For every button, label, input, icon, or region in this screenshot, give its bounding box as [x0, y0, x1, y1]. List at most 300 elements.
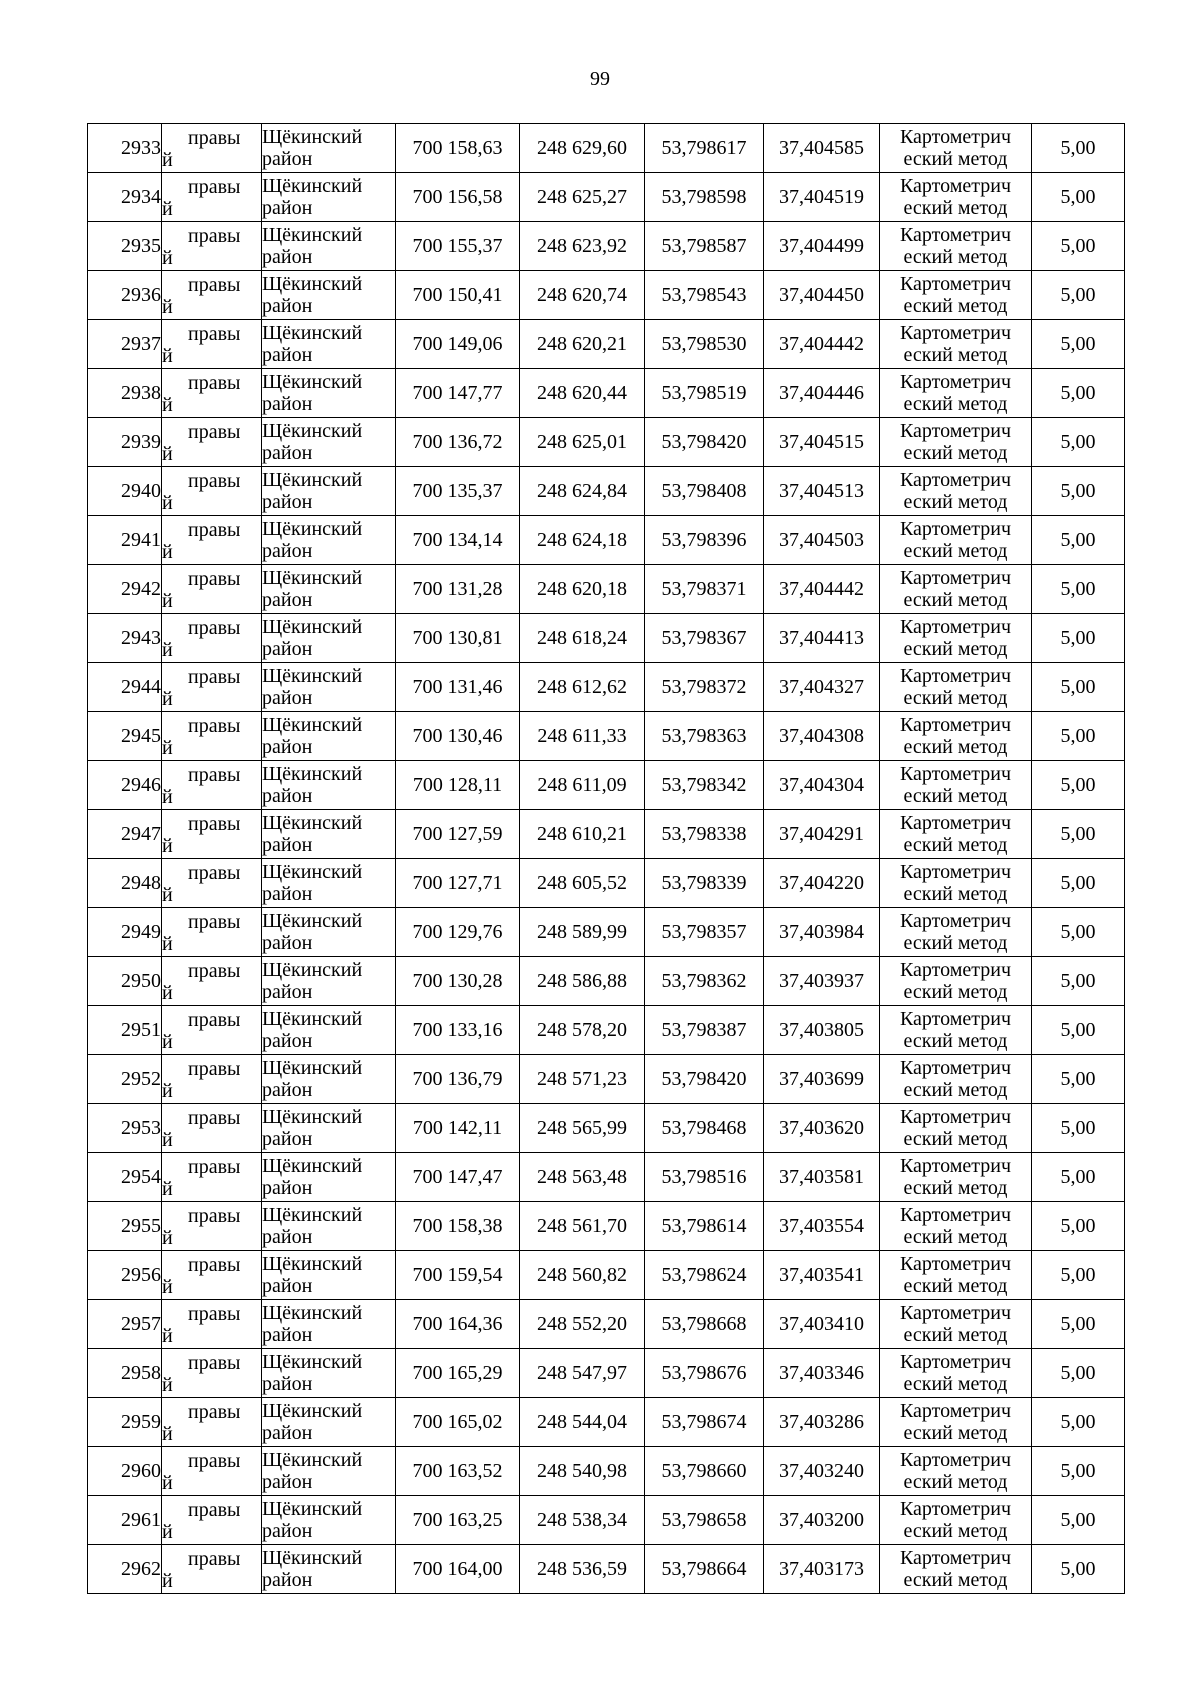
method-line1: Картометрич: [899, 763, 1012, 785]
accuracy: 5,00: [1032, 369, 1125, 418]
bank-side: [162, 565, 262, 614]
point-number: 2939: [88, 418, 162, 467]
district-line1: Щёкинский: [262, 567, 363, 589]
latitude: 53,798363: [645, 712, 764, 761]
accuracy: 5,00: [1032, 810, 1125, 859]
latitude: 53,798516: [645, 1153, 764, 1202]
point-number: 2938: [88, 369, 162, 418]
coord-y: 248 586,88: [520, 957, 645, 1006]
point-number: 2957: [88, 1300, 162, 1349]
latitude: 53,798362: [645, 957, 764, 1006]
district: [262, 1055, 396, 1104]
bank-side-line1: правы: [188, 764, 241, 786]
method-line1: Картометрич: [899, 1400, 1012, 1422]
bank-side-line1: правы: [188, 323, 241, 345]
district: [262, 173, 396, 222]
method-line1: Картометрич: [899, 1498, 1012, 1520]
coord-y: 248 620,44: [520, 369, 645, 418]
latitude: 53,798674: [645, 1398, 764, 1447]
district-line1: Щёкинский: [262, 1498, 363, 1520]
method-line1: Картометрич: [899, 518, 1012, 540]
district-line1: Щёкинский: [262, 273, 363, 295]
district: [262, 1153, 396, 1202]
latitude: 53,798342: [645, 761, 764, 810]
accuracy: 5,00: [1032, 1202, 1125, 1251]
method-line2: еский метод: [903, 540, 1008, 562]
table-row: [88, 810, 1125, 859]
longitude: 37,403286: [764, 1398, 880, 1447]
district-line2: район: [262, 1471, 313, 1493]
bank-side-line1: правы: [188, 960, 241, 982]
method-line1: Картометрич: [899, 714, 1012, 736]
coord-y: 248 547,97: [520, 1349, 645, 1398]
bank-side-line2: й: [162, 541, 173, 563]
longitude: 37,403410: [764, 1300, 880, 1349]
method: [880, 467, 1032, 516]
bank-side: [162, 222, 262, 271]
bank-side-line2: й: [162, 394, 173, 416]
bank-side-line1: правы: [188, 617, 241, 639]
bank-side-line2: й: [162, 982, 173, 1004]
district-line1: Щёкинский: [262, 763, 363, 785]
method: [880, 271, 1032, 320]
method: [880, 418, 1032, 467]
coord-x: 700 164,00: [396, 1545, 520, 1594]
method-line2: еский метод: [903, 1373, 1008, 1395]
coord-x: 700 128,11: [396, 761, 520, 810]
latitude: 53,798668: [645, 1300, 764, 1349]
bank-side-line1: правы: [188, 372, 241, 394]
bank-side: [162, 1496, 262, 1545]
bank-side-line1: правы: [188, 1450, 241, 1472]
table-row: [88, 565, 1125, 614]
district: [262, 1104, 396, 1153]
bank-side-line1: правы: [188, 1058, 241, 1080]
coord-x: 700 165,29: [396, 1349, 520, 1398]
district-line1: Щёкинский: [262, 126, 363, 148]
method-line2: еский метод: [903, 1569, 1008, 1591]
method-line1: Картометрич: [899, 1351, 1012, 1373]
method-line1: Картометрич: [899, 126, 1012, 148]
method: [880, 1349, 1032, 1398]
method: [880, 1496, 1032, 1545]
table-row: [88, 1055, 1125, 1104]
longitude: 37,404308: [764, 712, 880, 761]
coord-y: 248 611,09: [520, 761, 645, 810]
longitude: 37,403937: [764, 957, 880, 1006]
method-line1: Картометрич: [899, 1302, 1012, 1324]
method: [880, 565, 1032, 614]
district-line1: Щёкинский: [262, 1106, 363, 1128]
method-line2: еский метод: [903, 981, 1008, 1003]
method: [880, 173, 1032, 222]
district-line2: район: [262, 344, 313, 366]
method: [880, 1104, 1032, 1153]
district-line1: Щёкинский: [262, 910, 363, 932]
coordinates-table: [87, 123, 1125, 1594]
district-line1: Щёкинский: [262, 665, 363, 687]
bank-side-line2: й: [162, 1570, 173, 1592]
bank-side-line2: й: [162, 1129, 173, 1151]
district: [262, 712, 396, 761]
accuracy: 5,00: [1032, 1496, 1125, 1545]
bank-side-line2: й: [162, 1080, 173, 1102]
longitude: 37,403805: [764, 1006, 880, 1055]
bank-side-line1: правы: [188, 1254, 241, 1276]
method: [880, 957, 1032, 1006]
bank-side-line1: правы: [188, 1401, 241, 1423]
table-row: [88, 1300, 1125, 1349]
latitude: 53,798658: [645, 1496, 764, 1545]
accuracy: 5,00: [1032, 1153, 1125, 1202]
method-line1: Картометрич: [899, 1449, 1012, 1471]
method: [880, 859, 1032, 908]
district: [262, 1496, 396, 1545]
coord-x: 700 130,81: [396, 614, 520, 663]
accuracy: 5,00: [1032, 712, 1125, 761]
bank-side: [162, 1251, 262, 1300]
coord-y: 248 620,18: [520, 565, 645, 614]
coord-y: 248 552,20: [520, 1300, 645, 1349]
district-line2: район: [262, 736, 313, 758]
coord-y: 248 560,82: [520, 1251, 645, 1300]
longitude: 37,404450: [764, 271, 880, 320]
accuracy: 5,00: [1032, 957, 1125, 1006]
district: [262, 761, 396, 810]
table-row: [88, 1398, 1125, 1447]
coord-y: 248 629,60: [520, 124, 645, 173]
bank-side-line2: й: [162, 1374, 173, 1396]
point-number: 2958: [88, 1349, 162, 1398]
method-line2: еский метод: [903, 1128, 1008, 1150]
district-line2: район: [262, 295, 313, 317]
table-row: [88, 1006, 1125, 1055]
table-row: [88, 1202, 1125, 1251]
method: [880, 1202, 1032, 1251]
method-line2: еский метод: [903, 148, 1008, 170]
latitude: 53,798339: [645, 859, 764, 908]
accuracy: 5,00: [1032, 908, 1125, 957]
district-line2: район: [262, 1373, 313, 1395]
method: [880, 1545, 1032, 1594]
coord-y: 248 561,70: [520, 1202, 645, 1251]
point-number: 2935: [88, 222, 162, 271]
bank-side-line1: правы: [188, 813, 241, 835]
method-line1: Картометрич: [899, 959, 1012, 981]
method-line2: еский метод: [903, 687, 1008, 709]
table-row: [88, 761, 1125, 810]
bank-side: [162, 712, 262, 761]
method-line1: Картометрич: [899, 371, 1012, 393]
method-line1: Картометрич: [899, 812, 1012, 834]
coord-y: 248 620,21: [520, 320, 645, 369]
method: [880, 712, 1032, 761]
district-line1: Щёкинский: [262, 1400, 363, 1422]
district-line2: район: [262, 687, 313, 709]
district-line2: район: [262, 1422, 313, 1444]
table-row: [88, 320, 1125, 369]
method: [880, 320, 1032, 369]
latitude: 53,798617: [645, 124, 764, 173]
accuracy: 5,00: [1032, 1349, 1125, 1398]
method-line2: еский метод: [903, 1030, 1008, 1052]
bank-side-line1: правы: [188, 1548, 241, 1570]
district-line1: Щёкинский: [262, 1253, 363, 1275]
accuracy: 5,00: [1032, 565, 1125, 614]
district-line2: район: [262, 246, 313, 268]
coord-y: 248 589,99: [520, 908, 645, 957]
point-number: 2937: [88, 320, 162, 369]
method: [880, 222, 1032, 271]
method-line2: еский метод: [903, 344, 1008, 366]
method-line1: Картометрич: [899, 1547, 1012, 1569]
table-row: [88, 957, 1125, 1006]
method: [880, 516, 1032, 565]
district: [262, 1202, 396, 1251]
district-line1: Щёкинский: [262, 959, 363, 981]
coord-x: 700 136,79: [396, 1055, 520, 1104]
coord-y: 248 540,98: [520, 1447, 645, 1496]
latitude: 53,798598: [645, 173, 764, 222]
method: [880, 810, 1032, 859]
table-row: [88, 124, 1125, 173]
coord-y: 248 618,24: [520, 614, 645, 663]
district-line2: район: [262, 1324, 313, 1346]
bank-side-line2: й: [162, 688, 173, 710]
bank-side-line2: й: [162, 1472, 173, 1494]
coord-x: 700 163,52: [396, 1447, 520, 1496]
method-line2: еский метод: [903, 1177, 1008, 1199]
longitude: 37,404413: [764, 614, 880, 663]
bank-side-line2: й: [162, 443, 173, 465]
latitude: 53,798420: [645, 1055, 764, 1104]
district-line1: Щёкинский: [262, 175, 363, 197]
longitude: 37,404585: [764, 124, 880, 173]
accuracy: 5,00: [1032, 222, 1125, 271]
bank-side-line2: й: [162, 835, 173, 857]
longitude: 37,404442: [764, 320, 880, 369]
bank-side: [162, 124, 262, 173]
bank-side-line1: правы: [188, 1352, 241, 1374]
table-row: [88, 908, 1125, 957]
method-line1: Картометрич: [899, 1106, 1012, 1128]
latitude: 53,798624: [645, 1251, 764, 1300]
accuracy: 5,00: [1032, 1398, 1125, 1447]
district-line2: район: [262, 1128, 313, 1150]
bank-side-line1: правы: [188, 421, 241, 443]
bank-side-line1: правы: [188, 470, 241, 492]
point-number: 2959: [88, 1398, 162, 1447]
coord-x: 700 133,16: [396, 1006, 520, 1055]
longitude: 37,403984: [764, 908, 880, 957]
bank-side-line1: правы: [188, 666, 241, 688]
longitude: 37,403541: [764, 1251, 880, 1300]
table-body: [88, 124, 1125, 1594]
district: [262, 663, 396, 712]
district: [262, 124, 396, 173]
district-line2: район: [262, 442, 313, 464]
method-line2: еский метод: [903, 883, 1008, 905]
district: [262, 222, 396, 271]
accuracy: 5,00: [1032, 320, 1125, 369]
coord-x: 700 130,46: [396, 712, 520, 761]
point-number: 2948: [88, 859, 162, 908]
bank-side: [162, 957, 262, 1006]
bank-side-line2: й: [162, 737, 173, 759]
accuracy: 5,00: [1032, 173, 1125, 222]
coord-x: 700 159,54: [396, 1251, 520, 1300]
latitude: 53,798371: [645, 565, 764, 614]
latitude: 53,798676: [645, 1349, 764, 1398]
method: [880, 761, 1032, 810]
bank-side: [162, 1104, 262, 1153]
bank-side-line1: правы: [188, 715, 241, 737]
table-row: [88, 222, 1125, 271]
bank-side: [162, 810, 262, 859]
table-row: [88, 1496, 1125, 1545]
longitude: 37,403346: [764, 1349, 880, 1398]
point-number: 2962: [88, 1545, 162, 1594]
table-row: [88, 369, 1125, 418]
district-line2: район: [262, 1030, 313, 1052]
district-line1: Щёкинский: [262, 714, 363, 736]
coord-y: 248 536,59: [520, 1545, 645, 1594]
coord-x: 700 127,59: [396, 810, 520, 859]
coord-y: 248 605,52: [520, 859, 645, 908]
bank-side: [162, 614, 262, 663]
method: [880, 908, 1032, 957]
bank-side-line2: й: [162, 149, 173, 171]
bank-side-line2: й: [162, 1178, 173, 1200]
latitude: 53,798408: [645, 467, 764, 516]
latitude: 53,798387: [645, 1006, 764, 1055]
district-line2: район: [262, 1226, 313, 1248]
method: [880, 1398, 1032, 1447]
bank-side-line1: правы: [188, 568, 241, 590]
coord-y: 248 565,99: [520, 1104, 645, 1153]
longitude: 37,403620: [764, 1104, 880, 1153]
coord-x: 700 136,72: [396, 418, 520, 467]
accuracy: 5,00: [1032, 859, 1125, 908]
district-line1: Щёкинский: [262, 224, 363, 246]
district: [262, 369, 396, 418]
method-line1: Картометрич: [899, 224, 1012, 246]
bank-side-line1: правы: [188, 225, 241, 247]
page-number: 99: [590, 68, 610, 90]
point-number: 2960: [88, 1447, 162, 1496]
bank-side-line2: й: [162, 639, 173, 661]
latitude: 53,798338: [645, 810, 764, 859]
latitude: 53,798357: [645, 908, 764, 957]
district-line1: Щёкинский: [262, 518, 363, 540]
district-line1: Щёкинский: [262, 322, 363, 344]
bank-side: [162, 761, 262, 810]
latitude: 53,798396: [645, 516, 764, 565]
method-line2: еский метод: [903, 1226, 1008, 1248]
bank-side-line2: й: [162, 1325, 173, 1347]
method-line2: еский метод: [903, 834, 1008, 856]
district-line2: район: [262, 638, 313, 660]
coord-x: 700 156,58: [396, 173, 520, 222]
latitude: 53,798519: [645, 369, 764, 418]
district-line1: Щёкинский: [262, 1008, 363, 1030]
coord-y: 248 611,33: [520, 712, 645, 761]
point-number: 2955: [88, 1202, 162, 1251]
district: [262, 908, 396, 957]
coord-y: 248 563,48: [520, 1153, 645, 1202]
accuracy: 5,00: [1032, 1055, 1125, 1104]
point-number: 2947: [88, 810, 162, 859]
method-line2: еский метод: [903, 1324, 1008, 1346]
coord-x: 700 158,38: [396, 1202, 520, 1251]
point-number: 2952: [88, 1055, 162, 1104]
district: [262, 859, 396, 908]
method-line2: еский метод: [903, 736, 1008, 758]
district-line1: Щёкинский: [262, 1155, 363, 1177]
method: [880, 1300, 1032, 1349]
method: [880, 1447, 1032, 1496]
method-line1: Картометрич: [899, 1057, 1012, 1079]
longitude: 37,403200: [764, 1496, 880, 1545]
district-line1: Щёкинский: [262, 1547, 363, 1569]
district-line2: район: [262, 1275, 313, 1297]
bank-side-line1: правы: [188, 519, 241, 541]
district-line1: Щёкинский: [262, 420, 363, 442]
bank-side-line1: правы: [188, 1205, 241, 1227]
method-line2: еский метод: [903, 785, 1008, 807]
method-line1: Картометрич: [899, 420, 1012, 442]
method-line2: еский метод: [903, 442, 1008, 464]
table-row: [88, 1545, 1125, 1594]
longitude: 37,404513: [764, 467, 880, 516]
bank-side-line2: й: [162, 786, 173, 808]
bank-side: [162, 663, 262, 712]
district-line2: район: [262, 589, 313, 611]
district-line2: район: [262, 1569, 313, 1591]
bank-side-line2: й: [162, 247, 173, 269]
district-line2: район: [262, 197, 313, 219]
bank-side-line1: правы: [188, 1009, 241, 1031]
district: [262, 1251, 396, 1300]
latitude: 53,798468: [645, 1104, 764, 1153]
district-line1: Щёкинский: [262, 1302, 363, 1324]
point-number: 2945: [88, 712, 162, 761]
method-line2: еский метод: [903, 1422, 1008, 1444]
point-number: 2942: [88, 565, 162, 614]
district-line2: район: [262, 932, 313, 954]
coord-y: 248 610,21: [520, 810, 645, 859]
bank-side: [162, 908, 262, 957]
method-line1: Картометрич: [899, 1204, 1012, 1226]
district: [262, 1447, 396, 1496]
coord-x: 700 127,71: [396, 859, 520, 908]
method-line2: еский метод: [903, 197, 1008, 219]
coord-y: 248 578,20: [520, 1006, 645, 1055]
district: [262, 467, 396, 516]
bank-side-line1: правы: [188, 1107, 241, 1129]
coord-y: 248 620,74: [520, 271, 645, 320]
longitude: 37,403173: [764, 1545, 880, 1594]
method-line1: Картометрич: [899, 322, 1012, 344]
point-number: 2934: [88, 173, 162, 222]
point-number: 2953: [88, 1104, 162, 1153]
accuracy: 5,00: [1032, 1104, 1125, 1153]
bank-side: [162, 1398, 262, 1447]
bank-side-line2: й: [162, 1227, 173, 1249]
bank-side-line2: й: [162, 1276, 173, 1298]
bank-side-line1: правы: [188, 127, 241, 149]
table-row: [88, 173, 1125, 222]
